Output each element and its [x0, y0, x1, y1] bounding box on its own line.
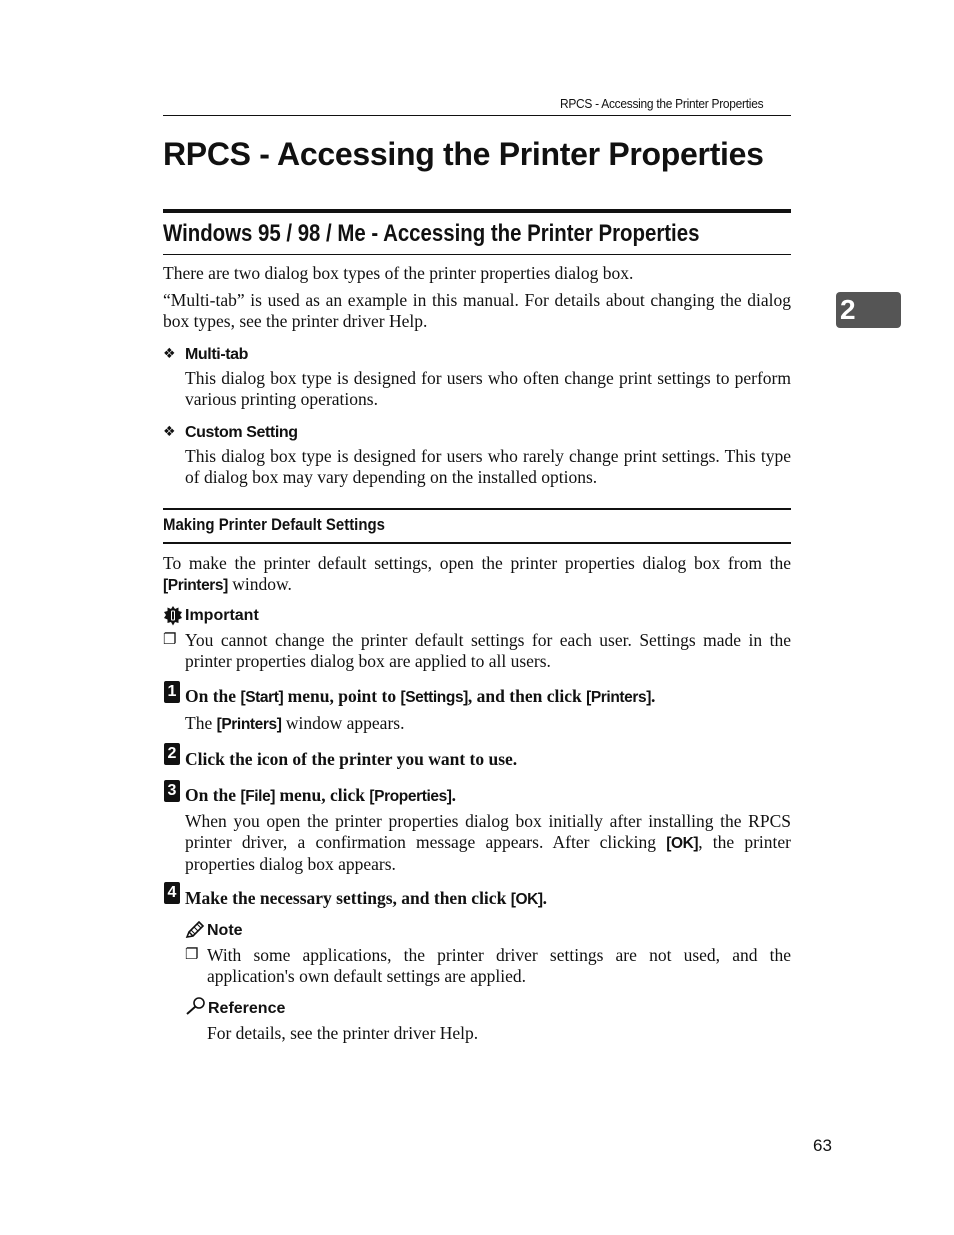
reference-label: Reference — [208, 1000, 286, 1017]
step-4-instruction: Make the necessary settings, and then click [OK]. — [185, 888, 548, 908]
important-icon — [163, 606, 183, 626]
important-label: Important — [185, 607, 259, 624]
intro-paragraph-1: There are two dialog box types of the printer properties dialog box. — [163, 263, 634, 283]
diamond-icon: ❖ — [163, 346, 176, 362]
item-label-multi-tab: Multi-tab — [185, 346, 249, 363]
step-number-1: 1 — [164, 681, 180, 703]
page-title: RPCS - Accessing the Printer Properties — [163, 136, 764, 172]
step-1-instruction: On the [Start] menu, point to [Settings], and then click [Printers]. — [185, 686, 656, 706]
note-label: Note — [207, 922, 243, 939]
section-rule-bottom — [163, 254, 791, 255]
chapter-number: 2 — [840, 294, 856, 325]
subsection-rule-bottom — [163, 542, 791, 544]
item-text-custom-setting: This dialog box type is designed for users who rarely change print settings. This type of dialog box may vary depending on the installed options. — [185, 446, 791, 487]
running-header: RPCS - Accessing the Printer Properties — [560, 96, 764, 111]
reference-text: For details, see the printer driver Help. — [207, 1023, 479, 1043]
note-text: With some applications, the printer driver settings are not used, and the application's own default settings are applied. — [207, 945, 791, 986]
item-label-custom-setting: Custom Setting — [185, 424, 298, 441]
step-number-3: 3 — [164, 780, 180, 802]
subsection-intro: To make the printer default settings, open the printer properties dialog box from the [Printers] window. — [163, 553, 791, 594]
step-3-instruction: On the [File] menu, click [Properties]. — [185, 785, 456, 805]
subsection-rule-top — [163, 508, 791, 510]
section-heading: Windows 95 / 98 / Me - Accessing the Printer Properties — [163, 220, 700, 247]
step-number-2: 2 — [164, 743, 180, 765]
printers-keyword: [Printers] — [163, 576, 228, 594]
step-number-4: 4 — [164, 882, 180, 904]
intro-paragraph-2: “Multi-tab” is used as an example in this manual. For details about changing the dialog box types, see the printer driver Help. — [163, 290, 791, 331]
section-rule-top — [163, 209, 791, 213]
chapter-tab — [836, 292, 901, 328]
item-text-multi-tab: This dialog box type is designed for users who often change print settings to perform various printing operations. — [185, 368, 791, 409]
magnifier-icon — [185, 996, 207, 1016]
header-rule — [163, 115, 791, 116]
step-3-result: When you open the printer properties dialog box initially after installing the RPCS printer driver, a confirmation message appears. After clicking [OK], the printer properties dialog box appears. — [185, 811, 791, 874]
pencil-icon — [185, 921, 205, 939]
page-number: 63 — [813, 1136, 832, 1155]
checkbox-icon: ❐ — [185, 945, 199, 963]
diamond-icon: ❖ — [163, 424, 176, 440]
checkbox-icon: ❐ — [163, 630, 177, 648]
subsection-heading: Making Printer Default Settings — [163, 515, 385, 534]
step-1-result: The [Printers] window appears. — [185, 713, 405, 733]
important-text: You cannot change the printer default settings for each user. Settings made in the printer properties dialog box are applied to all users. — [185, 630, 791, 671]
step-2-instruction: Click the icon of the printer you want to use. — [185, 749, 518, 769]
